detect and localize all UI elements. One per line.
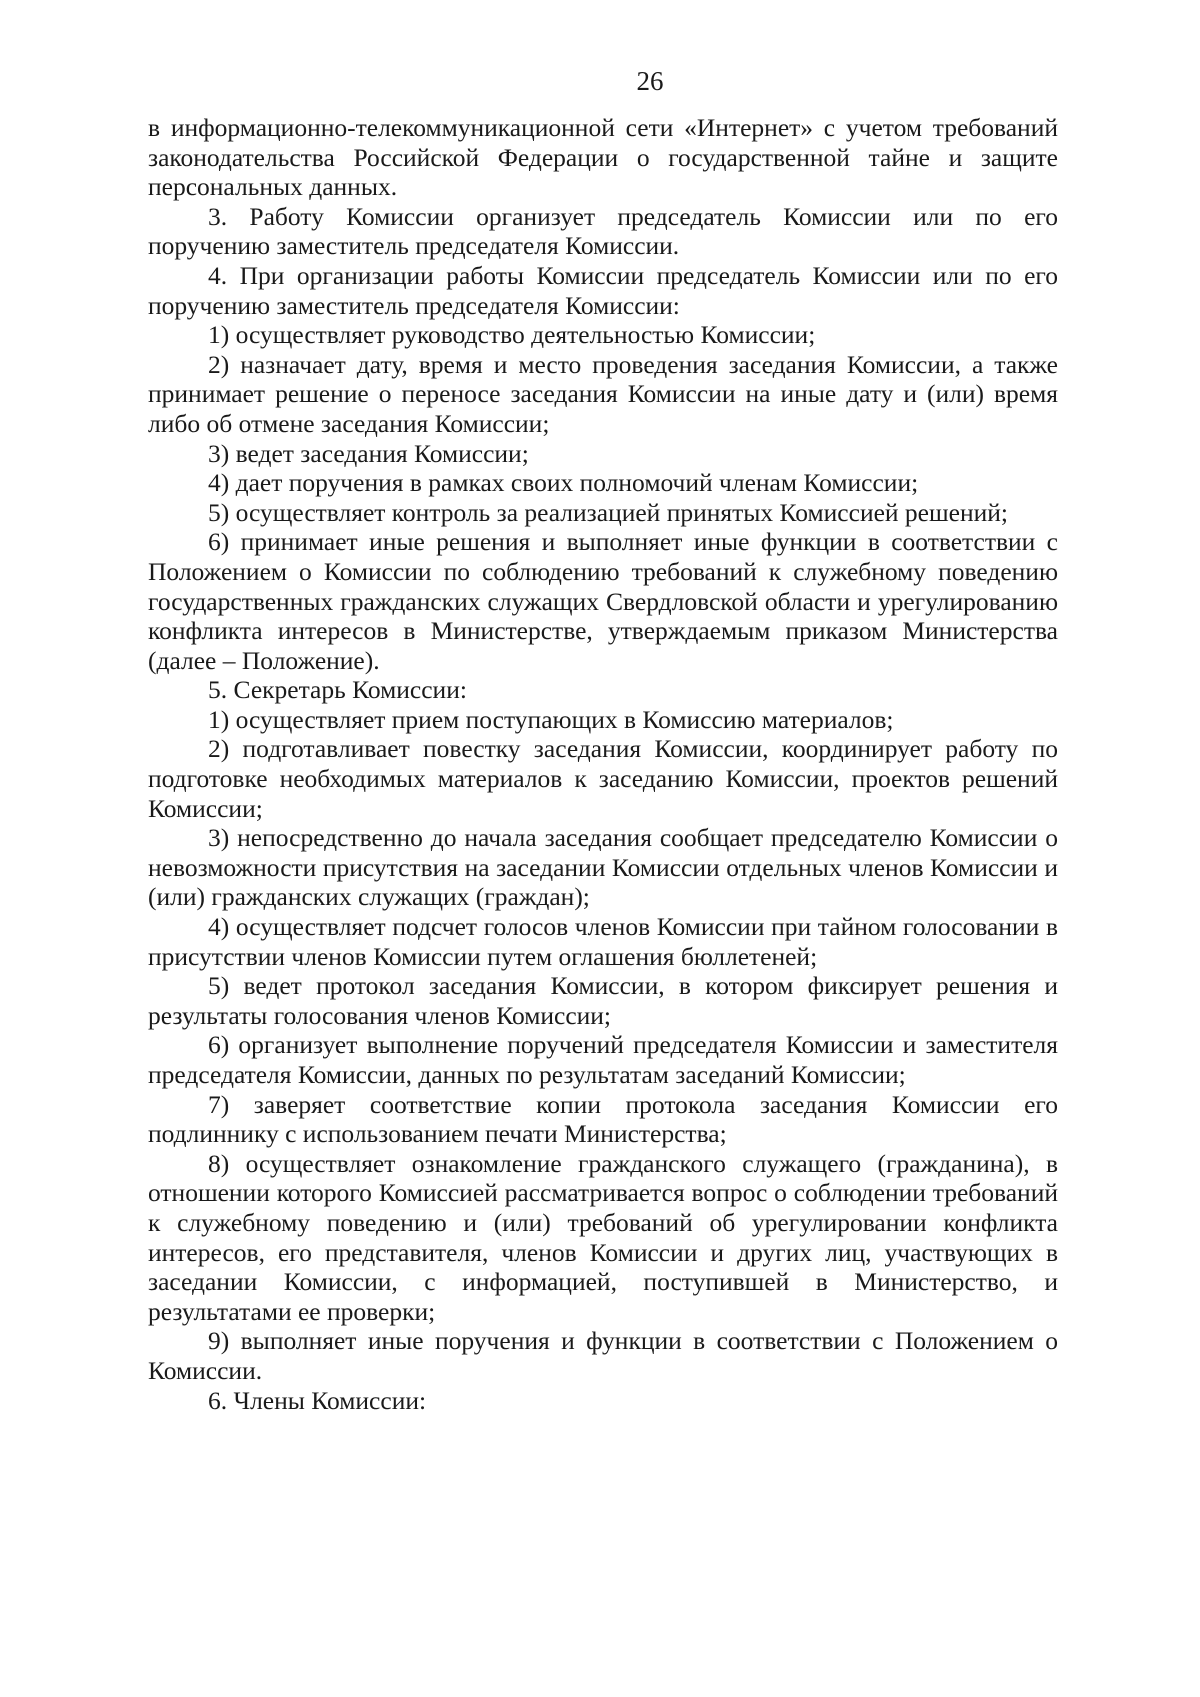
paragraph: 2) назначает дату, время и место проведения заседания Комиссии, а также принимает решение о переносе заседания Комиссии на иные дату и (или) время либо об отмене заседания Комиссии; bbox=[148, 349, 1058, 438]
paragraph: 5. Секретарь Комиссии: bbox=[208, 675, 467, 705]
paragraph: 5) ведет протокол заседания Комиссии, в котором фиксирует решения и результаты голосования членов Комиссии; bbox=[148, 971, 1058, 1030]
paragraph: 4. При организации работы Комиссии председатель Комиссии или по его поручению заместитель председателя Комиссии: bbox=[148, 260, 1058, 320]
paragraph: 4) дает поручения в рамках своих полномочий членам Комиссии; bbox=[208, 468, 919, 498]
paragraph: 6. Члены Комиссии: bbox=[208, 1385, 427, 1415]
paragraph: 4) осуществляет подсчет голосов членов Комиссии при тайном голосовании в присутствии членов Комиссии путем оглашения бюллетеней; bbox=[148, 912, 1058, 971]
paragraph: 6) принимает иные решения и выполняет иные функции в соответствии с Положением о Комиссии по соблюдению требований к служебному поведению государственных гражданских служащих Свердловской области и урегулированию конфликта интересов в Министерстве, утверждаемым приказом Министерства (далее – Положение). bbox=[148, 527, 1058, 675]
paragraph: 1) осуществляет прием поступающих в Комиссию материалов; bbox=[208, 704, 894, 734]
paragraph: 3) непосредственно до начала заседания сообщает председателю Комиссии о невозможности присутствия на заседании Комиссии отдельных членов Комиссии и (или) гражданских служащих (граждан); bbox=[148, 823, 1058, 912]
paragraph: 2) подготавливает повестку заседания Комиссии, координирует работу по подготовке необходимых материалов к заседанию Комиссии, проектов решений Комиссии; bbox=[148, 734, 1058, 823]
paragraph: 5) осуществляет контроль за реализацией принятых Комиссией решений; bbox=[208, 497, 1008, 527]
page-number: 26 bbox=[636, 66, 664, 96]
paragraph: 8) осуществляет ознакомление гражданского служащего (гражданина), в отношении которого Комиссией рассматривается вопрос о соблюдении требований к служебному поведению и (или) требований об урегулировании конфликта интересов, его представителя, членов Комиссии и других лиц, участвующих в заседании Комиссии, с информацией, поступившей в Министерство, и результатами ее проверки; bbox=[148, 1148, 1058, 1326]
paragraph: 7) заверяет соответствие копии протокола заседания Комиссии его подлиннику с использованием печати Министерства; bbox=[148, 1089, 1058, 1149]
paragraph: 3. Работу Комиссии организует председатель Комиссии или по его поручению заместитель председателя Комиссии. bbox=[148, 201, 1058, 261]
paragraph: в информационно-телекоммуникационной сети «Интернет» с учетом требований законодательства Российской Федерации о государственной тайне и защите персональных данных. bbox=[148, 113, 1058, 202]
paragraph: 3) ведет заседания Комиссии; bbox=[208, 438, 529, 468]
paragraph: 1) осуществляет руководство деятельностью Комиссии; bbox=[208, 320, 816, 350]
paragraph: 9) выполняет иные поручения и функции в соответствии с Положением о Комиссии. bbox=[148, 1326, 1058, 1385]
paragraph: 6) организует выполнение поручений председателя Комиссии и заместителя председателя Комиссии, данных по результатам заседаний Комиссии; bbox=[148, 1030, 1058, 1089]
document-body bbox=[148, 113, 1058, 1415]
